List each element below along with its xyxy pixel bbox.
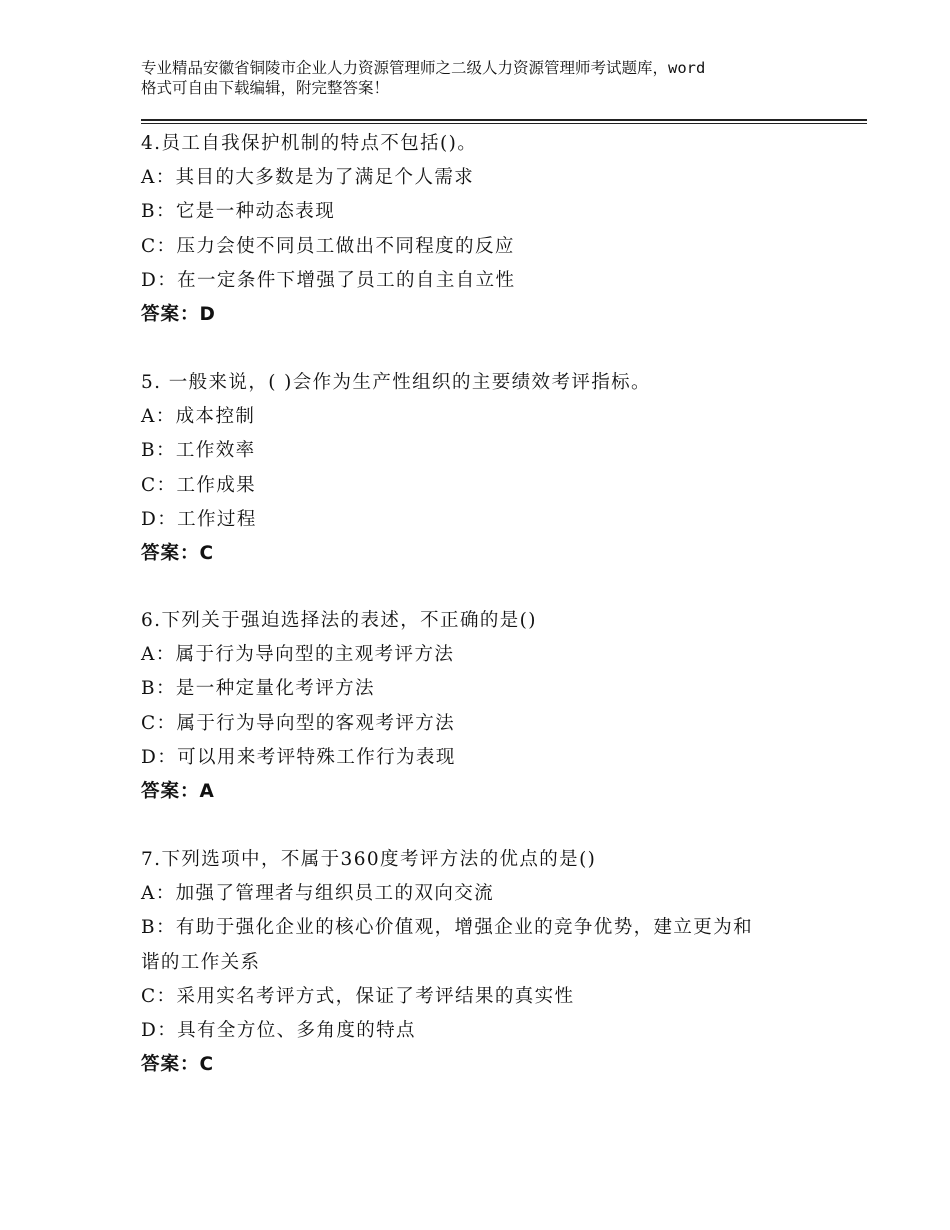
option-c: C：压力会使不同员工做出不同程度的反应 [141,235,515,257]
answer-label: 答案：C [141,1054,215,1076]
document-header [141,58,821,98]
question-6 [141,604,821,809]
option-a: A：属于行为导向型的主观考评方法 [141,644,455,666]
option-a: A：成本控制 [141,406,256,428]
option-b-continued: 谐的工作关系 [141,951,261,973]
question-stem: 6.下列关于强迫选择法的表述，不正确的是() [141,610,537,631]
header-line-2: 格式可自由下载编辑，附完整答案！ [141,79,390,97]
option-d: D：具有全方位、多角度的特点 [141,1019,416,1041]
option-a: A：加强了管理者与组织员工的双向交流 [141,883,495,905]
question-5 [141,366,821,571]
option-c: C：属于行为导向型的客观考评方法 [141,712,456,734]
question-stem: 4.员工自我保护机制的特点不包括()。 [141,133,478,154]
option-c: C：采用实名考评方式，保证了考评结果的真实性 [141,985,575,1007]
option-b: B：它是一种动态表现 [141,201,336,223]
option-b: B：是一种定量化考评方法 [141,678,375,700]
option-d: D：可以用来考评特殊工作行为表现 [141,746,456,768]
option-b: B：工作效率 [141,440,256,462]
option-c: C：工作成果 [141,474,257,496]
header-line-1: 专业精品安徽省铜陵市企业人力资源管理师之二级人力资源管理师考试题库，word [141,59,706,77]
answer-label: 答案：A [141,780,215,802]
option-b: B：有助于强化企业的核心价值观，增强企业的竞争优势，建立更为和 [141,917,753,939]
question-stem: 5. 一般来说，( )会作为生产性组织的主要绩效考评指标。 [141,372,651,393]
option-d: D：工作过程 [141,508,257,530]
question-stem: 7.下列选项中，不属于360度考评方法的优点的是() [141,849,597,870]
answer-label: 答案：C [141,542,215,564]
answer-label: 答案：D [141,303,216,325]
question-4 [141,127,821,332]
question-7 [141,843,821,1082]
option-d: D：在一定条件下增强了员工的自主自立性 [141,269,516,291]
header-divider [141,119,867,124]
option-a: A：其目的大多数是为了满足个人需求 [141,167,475,189]
